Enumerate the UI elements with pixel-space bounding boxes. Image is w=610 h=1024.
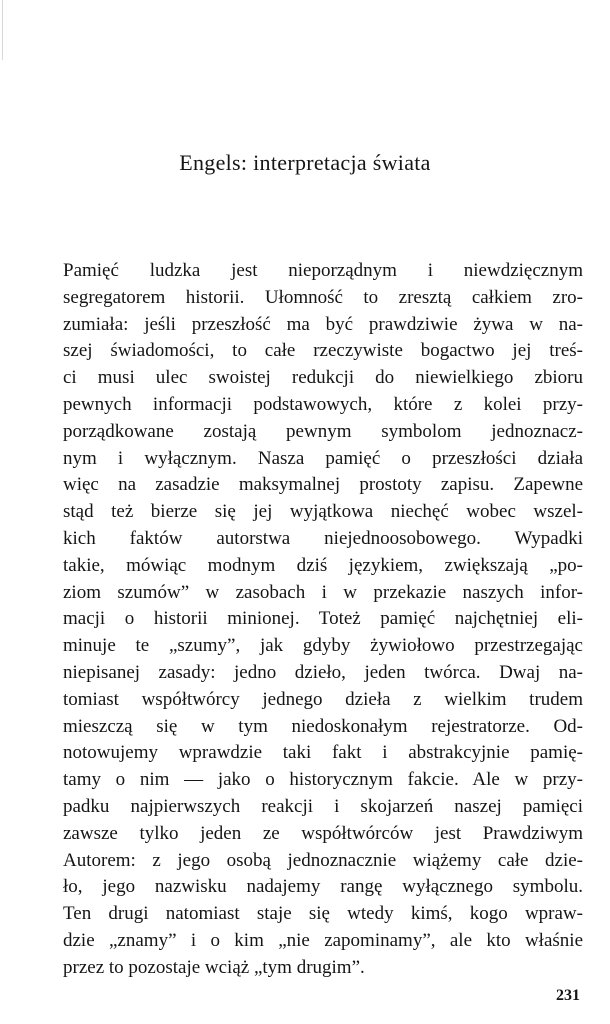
text-line: zumiała: jeśli przeszłość ma być prawdziwie żywa w na- xyxy=(63,313,583,335)
text-line: kich faktów autorstwa niejednoosobowego. Wypadki xyxy=(63,527,583,549)
text-line: Autorem: z jego osobą jednoznacznie wiążemy całe dzie- xyxy=(63,849,583,871)
text-line: takie, mówiąc modnym dziś językiem, zwiększają „po- xyxy=(63,554,583,576)
text-line: tomiast współtwórcy jednego dzieła z wielkim trudem xyxy=(63,688,583,710)
text-line: stąd też bierze się jej wyjątkowa niechęć wobec wszel- xyxy=(63,501,583,523)
body-text xyxy=(63,258,583,982)
text-line: nym i wyłącznym. Nasza pamięć o przeszłości działa xyxy=(63,447,583,469)
page-edge-shadow xyxy=(2,0,3,60)
text-line: zawsze tylko jeden ze współtwórców jest Prawdziwym xyxy=(63,822,583,844)
text-line: Ten drugi natomiast staje się wtedy kimś, kogo wpraw- xyxy=(63,903,583,925)
text-line: dzie „znamy” i o kim „nie zapominamy”, ale kto właśnie xyxy=(63,929,583,951)
text-line: pewnych informacji podstawowych, które z kolei przy- xyxy=(63,393,583,415)
chapter-title: Engels: interpretacja świata xyxy=(179,150,431,175)
text-line: macji o historii minionej. Toteż pamięć najchętniej eli- xyxy=(63,608,583,630)
text-line: porządkowane zostają pewnym symbolom jednoznacz- xyxy=(63,420,583,442)
text-line: szej świadomości, to całe rzeczywiste bogactwo jej treś- xyxy=(63,340,583,362)
text-line: segregatorem historii. Ułomność to zresztą całkiem zro- xyxy=(63,286,583,308)
text-line: notowujemy wprawdzie taki fakt i abstrakcyjnie pamię- xyxy=(63,742,583,764)
text-line: ziom szumów” w zasobach i w przekazie naszych infor- xyxy=(63,581,583,603)
text-line: Pamięć ludzka jest nieporządnym i niewdzięcznym xyxy=(63,260,583,281)
page-number: 231 xyxy=(556,987,580,1004)
text-line: padku najpierwszych reakcji i skojarzeń naszej pamięci xyxy=(63,795,583,817)
text-line: tamy o nim — jako o historycznym fakcie. Ale w przy- xyxy=(63,769,583,791)
text-line: minuje te „szumy”, jak gdyby żywiołowo przestrzegając xyxy=(63,635,583,657)
text-line: ło, jego nazwisku nadajemy rangę wyłącznego symbolu. xyxy=(63,876,583,898)
text-line: niepisanej zasady: jedno dzieło, jeden twórca. Dwaj na- xyxy=(63,661,583,683)
text-line: mieszczą się w tym niedoskonałym rejestratorze. Od- xyxy=(63,715,583,737)
text-line: więc na zasadzie maksymalnej prostoty zapisu. Zapewne xyxy=(63,474,583,496)
text-line: ci musi ulec swoistej redukcji do niewielkiego zbioru xyxy=(63,367,583,389)
text-line: przez to pozostaje wciąż „tym drugim”. xyxy=(63,956,365,978)
